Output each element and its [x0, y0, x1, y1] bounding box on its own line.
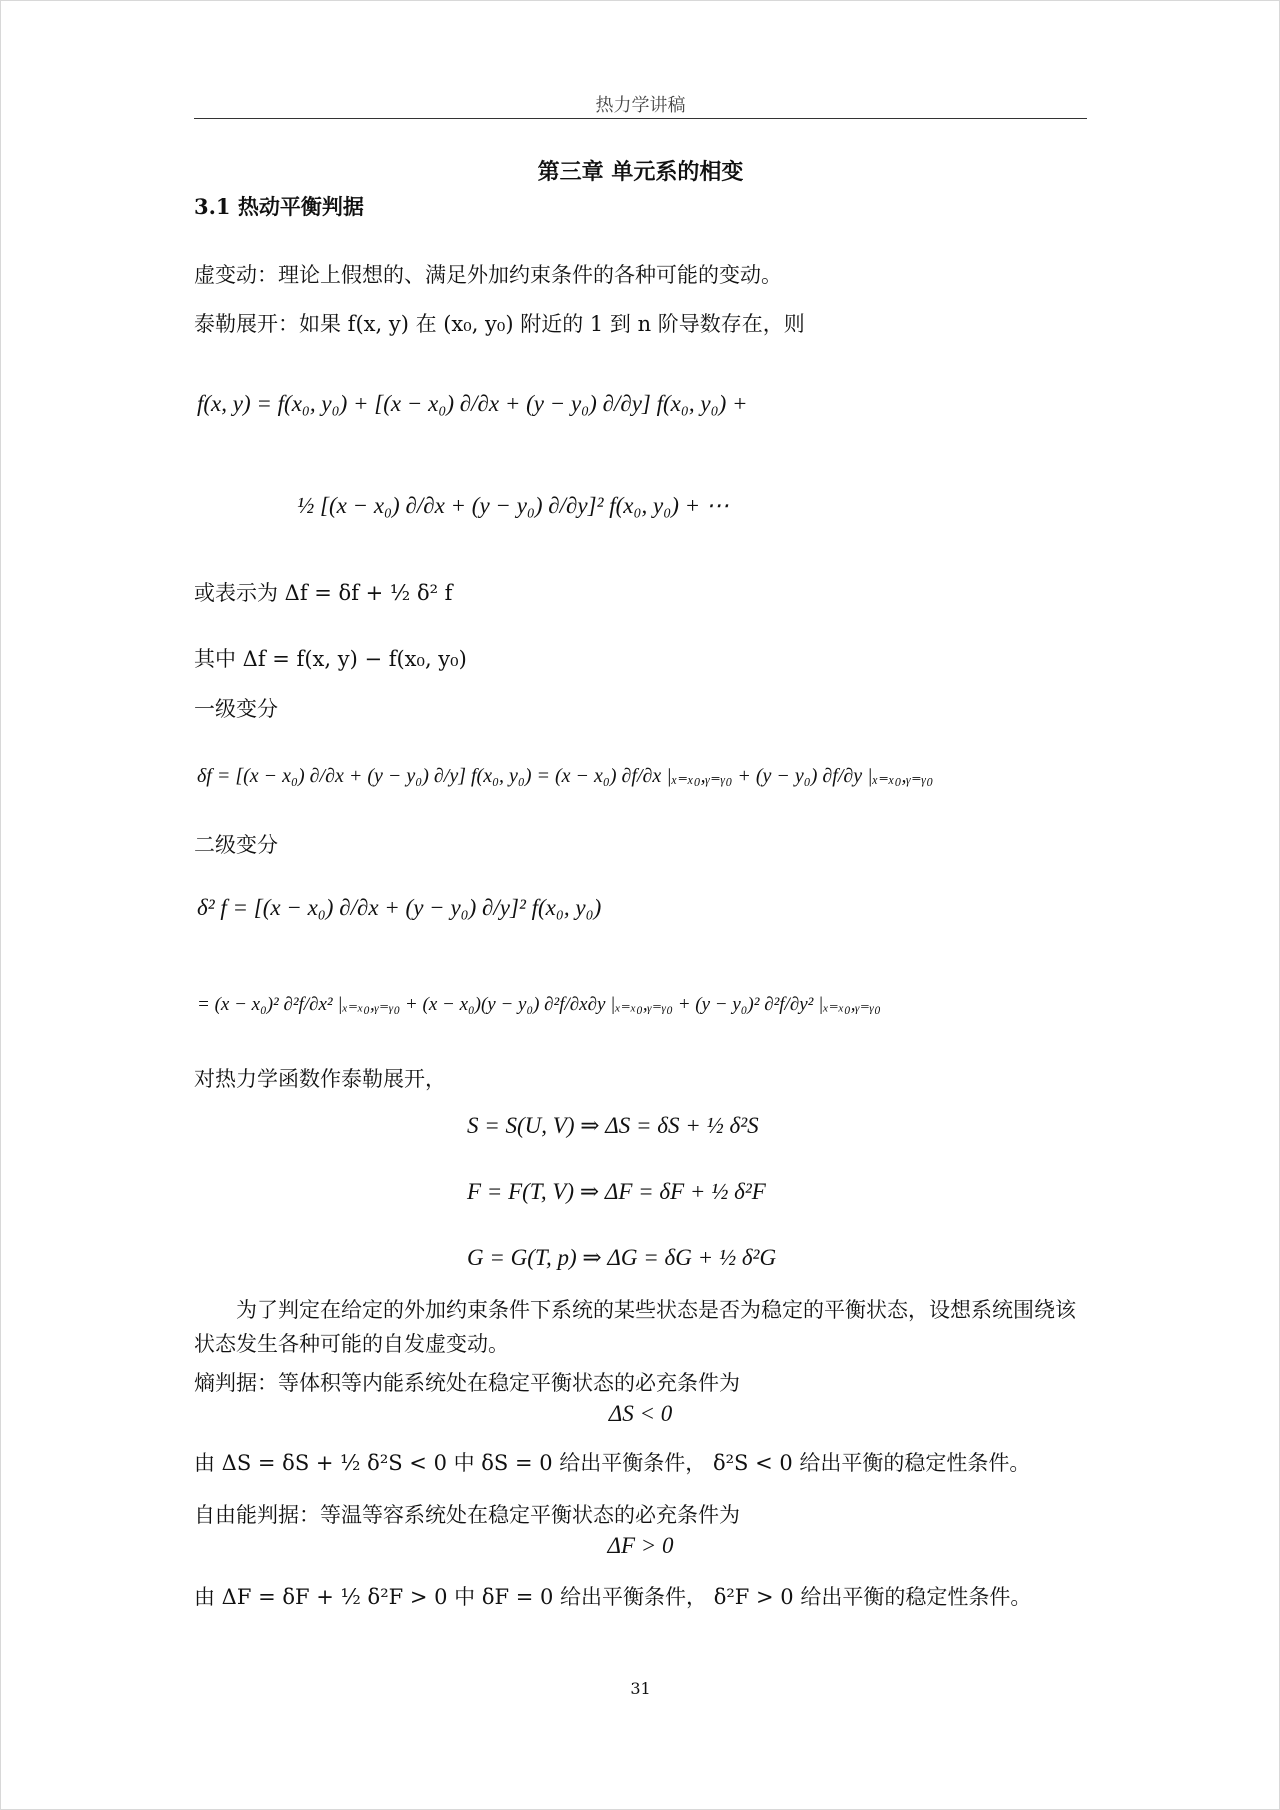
taylor-intro: 泰勒展开：如果 f(x, y) 在 (x₀, y₀) 附近的 1 到 n 阶导数存在，则 — [194, 312, 805, 336]
stability-paragraph: 为了判定在给定的外加约束条件下系统的某些状态是否为稳定的平衡状态，设想系统围绕该状态发生各种可能的自发虚变动。 — [194, 1298, 1076, 1356]
first-order-variation-equation: δf = [(x − x₀) ∂/∂x + (y − y₀) ∂/y] f(x₀, y₀) = (x − x₀) ∂f/∂x |ₓ₌ₓ₀,ᵧ₌ᵧ₀ + (y − y₀) ∂f/∂y |ₓ₌ₓ₀,ᵧ₌ᵧ₀ — [197, 765, 934, 787]
first-order-variation-label: 一级变分 — [194, 697, 278, 721]
entropy-condition: ΔS < 0 — [608, 1401, 673, 1426]
entropy-result: 由 ΔS = δS + ½ δ²S < 0 中 δS = 0 给出平衡条件， δ²S < 0 给出平衡的稳定性条件。 — [194, 1451, 1031, 1475]
second-order-variation-equation-line-2: = (x − x₀)² ∂²f/∂x² |ₓ₌ₓ₀,ᵧ₌ᵧ₀ + (x − x₀)(y − y₀) ∂²f/∂x∂y |ₓ₌ₓ₀,ᵧ₌ᵧ₀ + (y − y₀)² ∂²f/∂y² |ₓ₌ₓ₀,ᵧ₌ᵧ₀ — [197, 994, 881, 1015]
header-rule — [194, 118, 1087, 119]
free-energy-expansion-equation: F = F(T, V) ⇒ ΔF = δF + ½ δ²F — [467, 1179, 766, 1204]
second-order-variation-equation-line-1: δ² f = [(x − x₀) ∂/∂x + (y − y₀) ∂/y]² f(x₀, y₀) — [197, 895, 602, 920]
thermo-taylor-intro: 对热力学函数作泰勒展开， — [194, 1067, 446, 1091]
taylor-equation-line-1: f(x, y) = f(x₀, y₀) + [(x − x₀) ∂/∂x + (y − y₀) ∂/∂y] f(x₀, y₀) + — [197, 391, 748, 416]
expressed-as-line: 或表示为 Δf = δf + ½ δ² f — [194, 581, 453, 605]
virtual-variation-definition: 虚变动：理论上假想的、满足外加约束条件的各种可能的变动。 — [194, 263, 782, 287]
entropy-criterion: 熵判据：等体积等内能系统处在稳定平衡状态的必充条件为 — [194, 1371, 740, 1395]
taylor-equation-line-2: ½ [(x − x₀) ∂/∂x + (y − y₀) ∂/∂y]² f(x₀, y₀) + ⋯ — [297, 493, 729, 518]
chapter-title: 第三章 单元系的相变 — [537, 159, 744, 185]
where-delta-f-line: 其中 Δf = f(x, y) − f(x₀, y₀) — [194, 647, 467, 671]
free-energy-condition: ΔF > 0 — [607, 1533, 674, 1558]
free-energy-criterion: 自由能判据：等温等容系统处在稳定平衡状态的必充条件为 — [194, 1503, 740, 1527]
page-number: 31 — [630, 1679, 651, 1698]
running-header: 热力学讲稿 — [595, 95, 686, 116]
second-order-variation-label: 二级变分 — [194, 833, 278, 857]
free-energy-result: 由 ΔF = δF + ½ δ²F > 0 中 δF = 0 给出平衡条件， δ²F > 0 给出平衡的稳定性条件。 — [194, 1585, 1032, 1609]
section-title: 3.1 热动平衡判据 — [194, 194, 364, 219]
entropy-expansion-equation: S = S(U, V) ⇒ ΔS = δS + ½ δ²S — [467, 1113, 759, 1138]
gibbs-expansion-equation: G = G(T, p) ⇒ ΔG = δG + ½ δ²G — [467, 1245, 777, 1270]
